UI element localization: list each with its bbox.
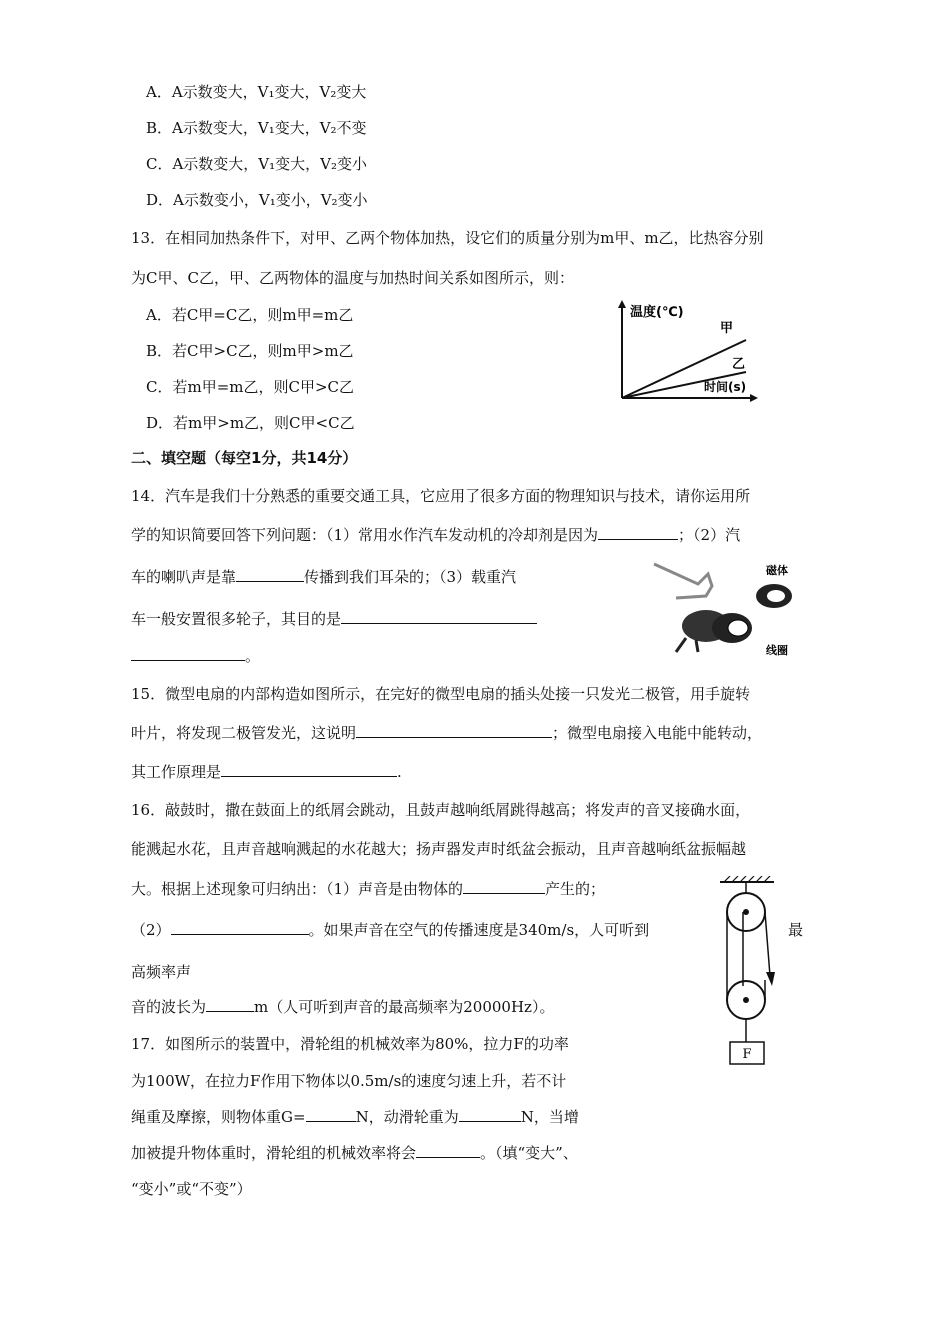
q12-option-a: A．A示数变大，V₁变大，V₂变大 (146, 83, 367, 101)
q17-line3-mid: N，动滑轮重为 (355, 1108, 459, 1126)
q16-blank-1[interactable] (463, 879, 545, 894)
q16-line4 (131, 920, 649, 940)
q16-line3 (131, 879, 605, 899)
q16-blank-2[interactable] (171, 920, 309, 935)
q14-line5-end: 。 (245, 647, 261, 665)
q15-line2-tail: ；微型电扇接入电能中能转动， (552, 724, 763, 742)
q14-line2 (131, 525, 740, 545)
q17-line4-text: 加被提升物体重时，滑轮组的机械效率将会 (131, 1144, 417, 1162)
q15-line2 (131, 723, 762, 743)
q12-option-c: C．A示数变大，V₁变大，V₂变小 (146, 155, 368, 173)
q13-option-d: D．若m甲>m乙，则C甲<C乙 (146, 414, 355, 432)
q16-line6-text: 音的波长为 (131, 998, 207, 1016)
chart-xlabel: 时间(s) (704, 380, 747, 394)
q16-line4-text: （2） (131, 921, 171, 939)
q15-line3-text: 其工作原理是 (131, 763, 222, 781)
q17-line3-text: 绳重及摩擦，则物体重G= (131, 1108, 306, 1126)
q16-line3-text: 大。根据上述现象可归纳出：（1）声音是由物体的 (131, 880, 464, 898)
q14-line4 (131, 609, 537, 629)
q12-option-b: B．A示数变大，V₁变大，V₂不变 (146, 119, 367, 137)
coil-label: 线圈 (766, 644, 788, 656)
chart-label-yi: 乙 (732, 357, 746, 372)
magnet-label: 磁体 (766, 564, 788, 577)
q14-line3 (131, 567, 516, 587)
q17-line4 (131, 1143, 578, 1163)
q14-line3-text: 车的喇叭声是靠 (131, 568, 237, 586)
q14-line3-tail: 传播到我们耳朵的；（3）载重汽 (304, 568, 517, 586)
x-axis-arrow-icon (750, 394, 758, 402)
q15-line1: 15．微型电扇的内部构造如图所示，在完好的微型电扇的插头处接一只发光二极管，用手旋转 (131, 685, 751, 703)
fan-blade-icon (654, 564, 712, 598)
q14-blank-3[interactable] (341, 609, 537, 624)
chart-ylabel: 温度(℃) (630, 305, 684, 320)
q15-line3 (131, 762, 402, 782)
load-box-label: F (742, 1047, 752, 1062)
pull-arrow-icon (766, 972, 775, 986)
chart-label-jia: 甲 (720, 321, 734, 336)
q14-line1: 14．汽车是我们十分熟悉的重要交通工具，它应用了很多方面的物理知识与技术，请你运用所 (131, 487, 751, 505)
q17-blank-3[interactable] (416, 1143, 480, 1158)
q17-blank-2[interactable] (459, 1107, 521, 1122)
q17-line3 (131, 1107, 579, 1127)
q14-line4-text: 车一般安置很多轮子，其目的是 (131, 610, 342, 628)
q13-option-a: A．若C甲=C乙，则m甲=m乙 (146, 306, 354, 324)
q15-line2-text: 叶片，将发现二极管发光，这说明 (131, 724, 357, 742)
q16-line5: 高频率声 (131, 963, 192, 981)
q16-line4-tail: 。如果声音在空气的传播速度是340m/s，人可听到 (308, 921, 650, 939)
pulley-system-figure (712, 876, 792, 1068)
q16-line2: 能溅起水花，且声音越响溅起的水花越大；扬声器发声时纸盆会振动，且声音越响纸盆振幅越 (131, 840, 747, 858)
q14-blank-1[interactable] (598, 525, 678, 540)
q13-stem-line2: 为C甲、C乙，甲、乙两物体的温度与加热时间关系如图所示，则： (131, 269, 574, 287)
q13-stem-line1: 13．在相同加热条件下，对甲、乙两个物体加热，设它们的质量分别为m甲、m乙，比热容分别 (131, 229, 764, 247)
q17-line3-tail: N，当增 (520, 1108, 579, 1126)
temperature-time-graph (612, 298, 762, 408)
q14-blank-3-cont[interactable] (131, 646, 245, 661)
q16-line6-tail: m（人可听到声音的最高频率为20000Hz）。 (254, 998, 555, 1016)
q14-blank-2[interactable] (236, 567, 304, 582)
q16-line3-tail: 产生的； (545, 880, 606, 898)
q15-blank-1[interactable] (356, 723, 552, 738)
q17-line1: 17．如图所示的装置中，滑轮组的机械效率为80%，拉力F的功率 (131, 1035, 569, 1053)
q13-option-b: B．若C甲>C乙，则m甲>m乙 (146, 342, 354, 360)
q17-line2: 为100W，在拉力F作用下物体以0.5m/s的速度匀速上升，若不计 (131, 1072, 567, 1090)
q17-line4-tail: 。（填“变大”、 (480, 1144, 578, 1162)
q14-line2-text: 学的知识简要回答下列问题：（1）常用水作汽车发动机的冷却剂是因为 (131, 526, 599, 544)
q15-line3-end: . (397, 763, 402, 781)
section-title: 二、填空题（每空1分，共14分） (131, 449, 358, 467)
q14-line5 (131, 646, 260, 666)
q17-line5: “变小”或“不变”） (131, 1180, 252, 1198)
y-axis-arrow-icon (618, 300, 626, 308)
q16-line4-end: 最 (788, 921, 804, 939)
q15-blank-2[interactable] (221, 762, 397, 777)
micro-fan-figure (646, 556, 816, 656)
q17-blank-1[interactable] (306, 1107, 356, 1122)
q16-line6 (131, 997, 554, 1017)
q16-blank-3[interactable] (206, 997, 254, 1012)
q12-option-d: D．A示数变小，V₁变小，V₂变小 (146, 191, 368, 209)
q16-line1: 16．敲鼓时，撒在鼓面上的纸屑会跳动，且鼓声越响纸屑跳得越高；将发声的音叉接确水面， (131, 801, 751, 819)
pull-rope (765, 912, 770, 976)
q14-line2-tail: ；（2）汽 (678, 526, 741, 544)
q13-option-c: C．若m甲=m乙，则C甲>C乙 (146, 378, 355, 396)
